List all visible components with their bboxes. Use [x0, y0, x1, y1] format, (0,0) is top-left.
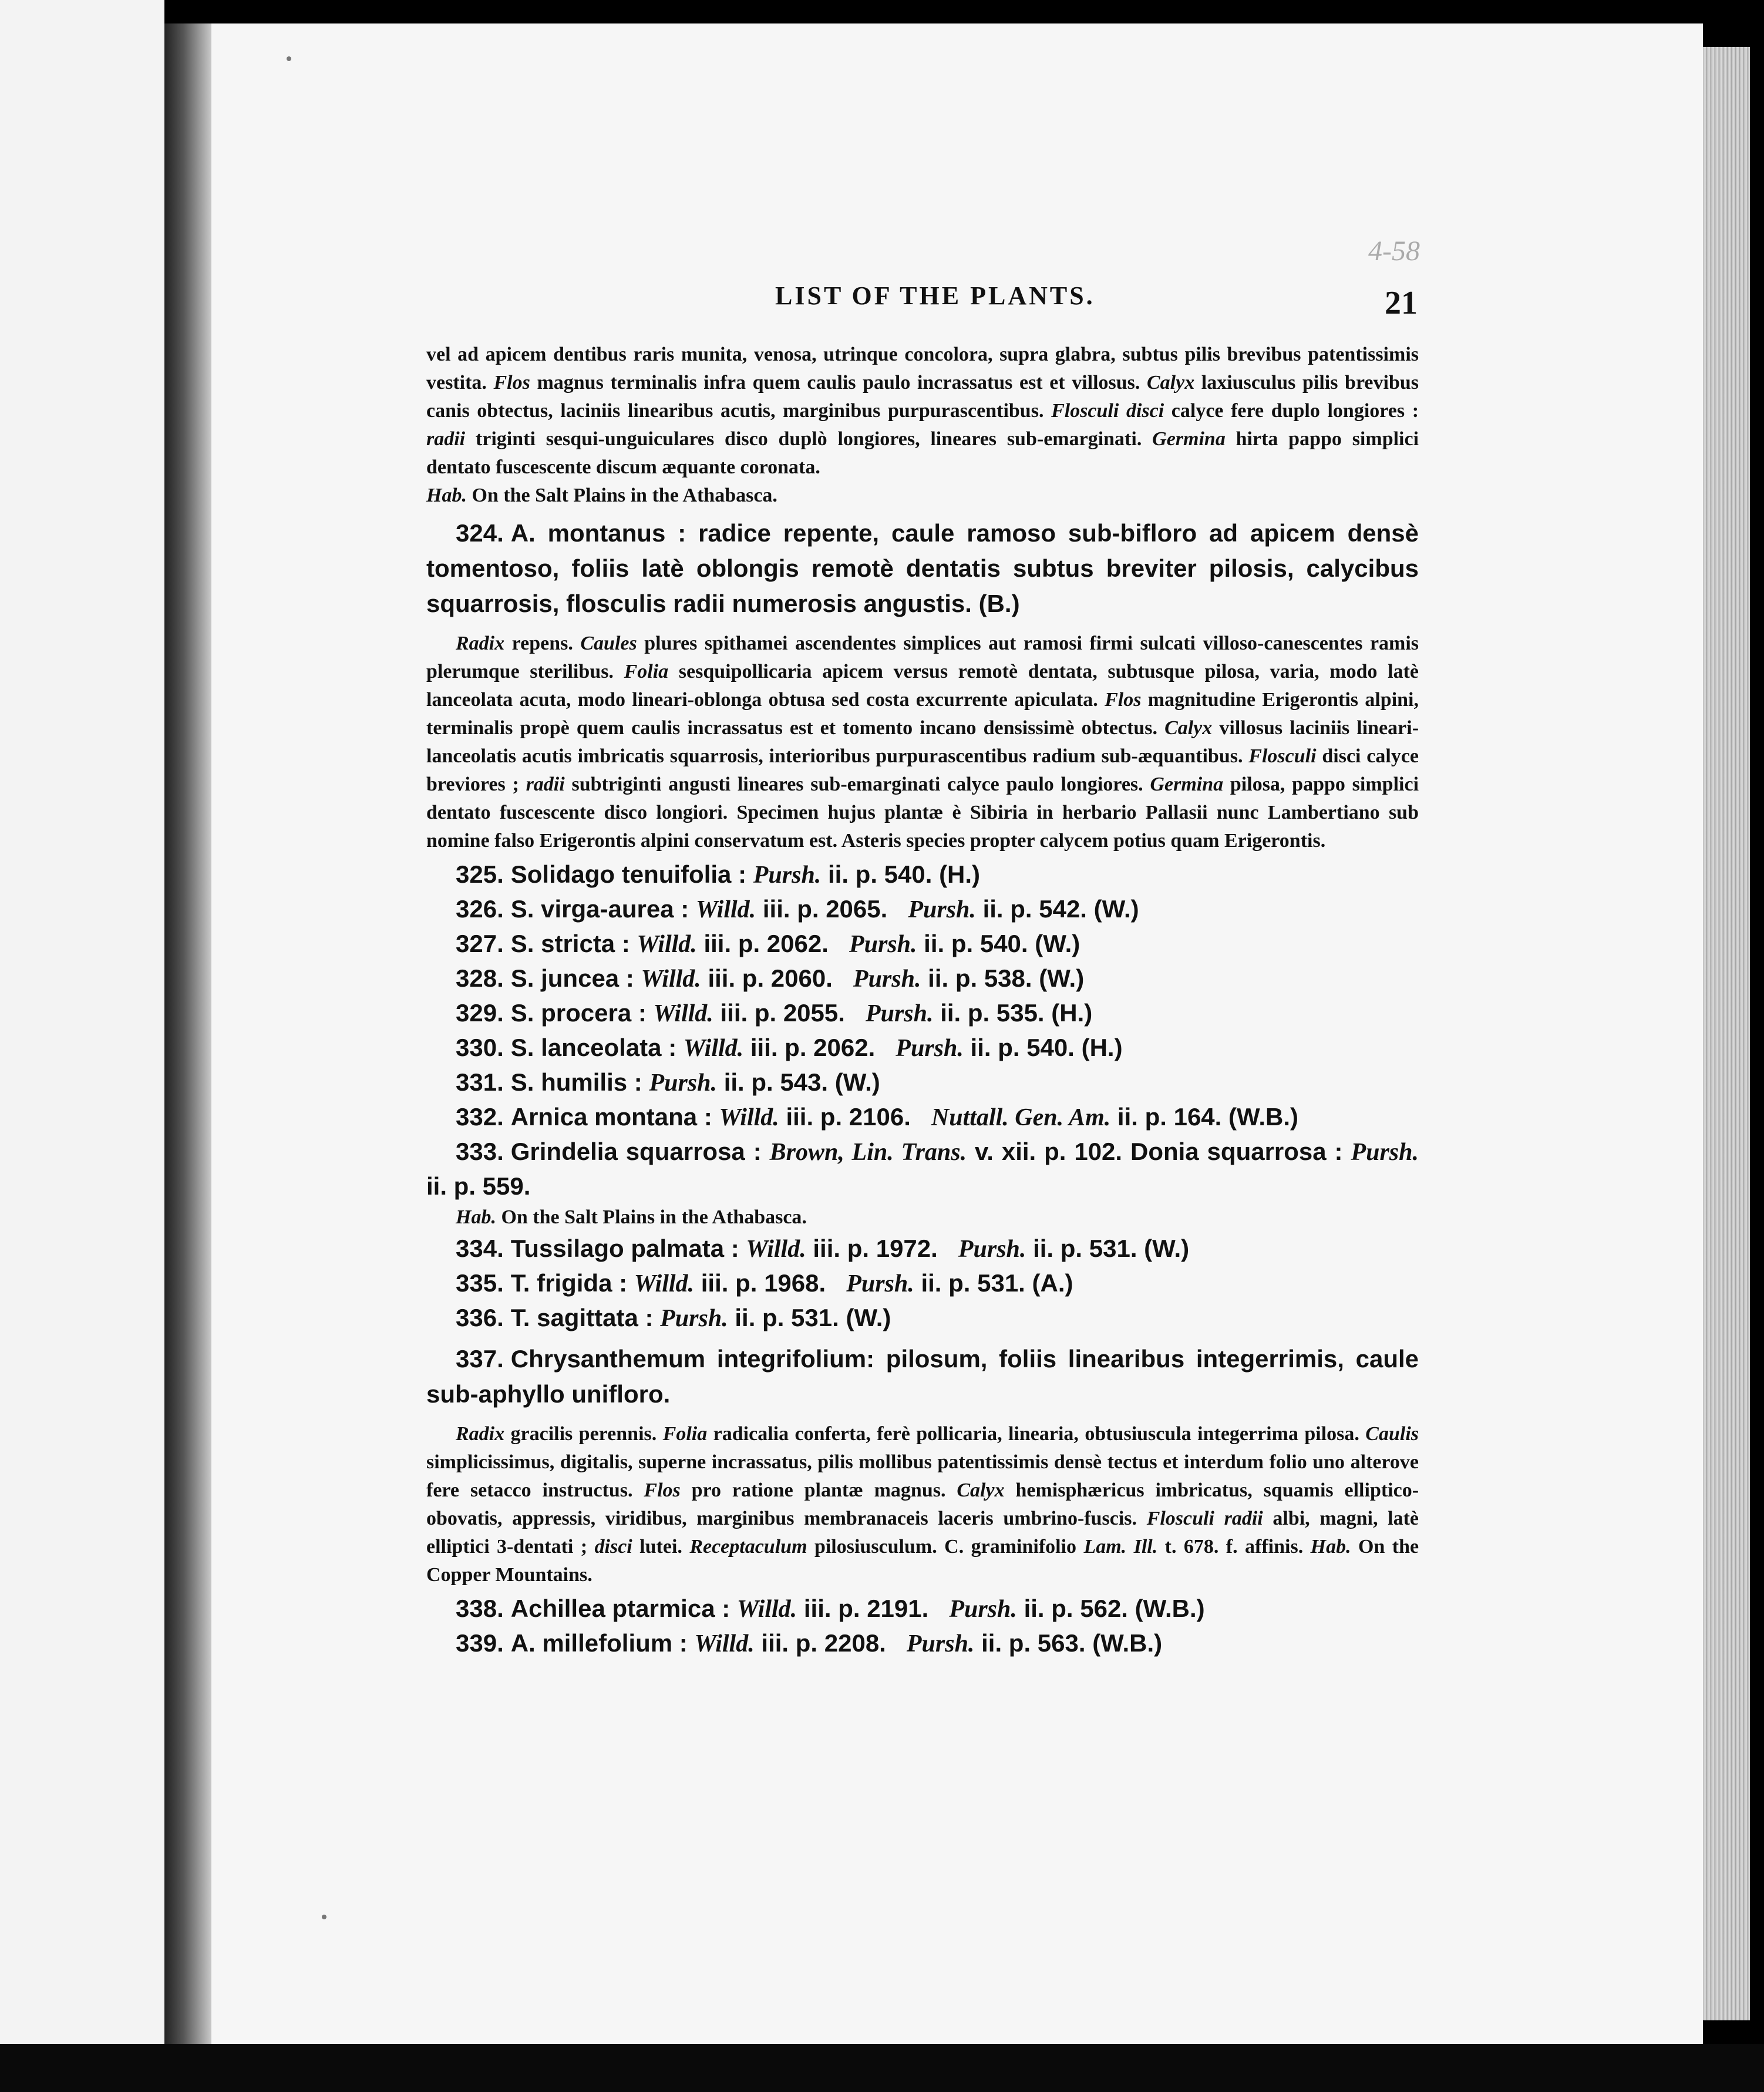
entry-number: 325. [456, 860, 504, 888]
citation-detail: iii. p. 2208. [761, 1629, 886, 1657]
citation-detail: iii. p. 2062. [703, 930, 829, 957]
citation-detail: iii. p. 2065. [762, 895, 888, 923]
hab-text: On the Salt Plains in the Athabasca. [501, 1206, 807, 1228]
pencil-annotation: 4-58 [1368, 236, 1420, 267]
receptaculum-text: pilosiusculum. C. graminifolio [814, 1536, 1077, 1558]
citation-author: Pursh. [753, 862, 822, 889]
scan-border [0, 2044, 1764, 2092]
caules-label: Caules [580, 633, 637, 654]
citation-detail: iii. p. 1972. [813, 1235, 938, 1262]
left-page-edge [0, 0, 164, 2092]
caulis-label: Caulis [1365, 1423, 1419, 1445]
entry-332 [456, 1100, 1419, 1135]
citation-detail: v. xii. p. 102. Donia squarrosa : [975, 1138, 1343, 1165]
entry-list-b [426, 1232, 1419, 1336]
entry-text: A. montanus : radice repente, caule ramoso sub-bifloro ad apicem densè tomentoso, foliis latè oblongis remotè dentatis subtus breviter pilosis, calycibus squarrosis, flosculis radii numerosis angustis. (B.) [426, 519, 1419, 617]
flosculi-label: Flosculi [1248, 745, 1317, 767]
entry-326 [456, 892, 1419, 927]
taxon-name: Tussilago palmata : [510, 1235, 739, 1262]
taxon-name: Achillea ptarmica : [510, 1595, 730, 1622]
radix-label: Radix [456, 1423, 505, 1445]
entry-text: Chrysanthemum integrifolium: pilosum, foliis linearibus integerrimis, caule sub-aphyllo unifloro. [426, 1345, 1419, 1408]
hab-text: On the Salt Plains in the Athabasca. [472, 485, 777, 506]
lamarck-reference-text: t. 678. f. affinis. [1164, 1536, 1304, 1558]
flos-label: Flos [644, 1479, 681, 1501]
flos-label: Flos [1105, 689, 1142, 711]
citation-detail: ii. p. 559. [426, 1172, 531, 1200]
taxon-name: S. humilis : [510, 1068, 642, 1096]
citation-detail: ii. p. 562. (W.B.) [1024, 1595, 1205, 1622]
citation-author: Pursh. [958, 1236, 1026, 1263]
flosculi-label: Flosculi radii [1146, 1508, 1263, 1529]
entry-number: 337. [456, 1345, 504, 1373]
citation-author: Nuttall. Gen. Am. [931, 1104, 1111, 1131]
disci-label: disci [594, 1536, 632, 1558]
citation-author: Willd. [719, 1104, 779, 1131]
entry-number: 339. [456, 1629, 504, 1657]
folia-label: Folia [662, 1423, 708, 1445]
taxon-name: Arnica montana : [510, 1103, 712, 1131]
citation-detail: ii. p. 531. (A.) [921, 1269, 1073, 1297]
germina-text: pilosa, pappo simplici dentato fuscescente disco longiori. Specimen hujus plantæ è Sibiria in herbario Pallasii nunc Lambertiano sub nomine falso Erigerontis alpini conservatum est. Asteris species propter calycem potius quam Erigerontis. [426, 773, 1419, 852]
citation-detail: iii. p. 2060. [708, 964, 833, 992]
intro-text: vel ad apicem dentibus raris munita, venosa, utrinque concolora, supra glabra, subtus pilis brevibus patentissimis vestita. [426, 344, 1419, 393]
citation-author: Pursh. [906, 1630, 975, 1657]
flos-text: pro ratione plantæ magnus. [691, 1479, 946, 1501]
radix-text: repens. [511, 633, 573, 654]
flosculi-text: disci calyce breviores ; [426, 745, 1419, 795]
citation-author: Willd. [736, 1596, 797, 1623]
citation-detail: ii. p. 531. (W.) [1033, 1235, 1190, 1262]
citation-author: Willd. [634, 1270, 695, 1297]
taxon-name: Grindelia squarrosa : [510, 1138, 762, 1165]
taxon-name: S. virga-aurea : [510, 895, 689, 923]
hab-text: On the Copper Mountains. [426, 1536, 1419, 1586]
intro-calyx-text: laxiusculus pilis brevibus canis obtectus, laciniis linearibus acutis, marginibus purpurascentibus. [426, 372, 1419, 422]
hab-label: Hab. [1310, 1536, 1351, 1558]
folia-label: Folia [624, 661, 669, 682]
citation-author: Pursh. [649, 1069, 718, 1097]
taxon-name: T. frigida : [510, 1269, 628, 1297]
calyx-text: villosus laciniis lineari-lanceolatis acutis imbricatis squarrosis, interioribus purpurascentibus radium sub-æquantibus. [426, 717, 1419, 767]
citation-detail: ii. p. 538. (W.) [928, 964, 1085, 992]
intro-flos-text: magnus terminalis infra quem caulis paulo incrassatus est et villosus. [537, 372, 1140, 393]
citation-detail: ii. p. 164. (W.B.) [1117, 1103, 1298, 1131]
entry-number: 333. [456, 1138, 504, 1165]
entry-337-description [426, 1420, 1419, 1589]
book-gutter [164, 23, 211, 2044]
taxon-name: S. juncea : [510, 964, 634, 992]
running-head: LIST OF THE PLANTS. [775, 281, 1095, 310]
citation-detail: ii. p. 543. (W.) [723, 1068, 880, 1096]
taxon-name: Solidago tenuifolia : [510, 860, 747, 888]
entry-number: 335. [456, 1269, 504, 1297]
entry-338 [456, 1592, 1419, 1626]
intro-germina-text: hirta pappo simplici dentato fuscescente discum æquante coronata. [426, 428, 1419, 478]
citation-detail: iii. p. 1968. [701, 1269, 826, 1297]
calyx-label: Calyx [1164, 717, 1213, 739]
citation-detail: ii. p. 540. (W.) [924, 930, 1080, 957]
entry-number: 334. [456, 1235, 504, 1262]
citation-detail: ii. p. 535. (H.) [940, 999, 1093, 1027]
entry-337 [426, 1341, 1419, 1412]
intro-radii-text: triginti sesqui-unguiculares disco duplò longiores, lineares sub-emarginati. [475, 428, 1142, 450]
entry-number: 336. [456, 1304, 504, 1331]
entry-325 [456, 857, 1419, 892]
germina-label: Germina [1150, 773, 1224, 795]
taxon-name: T. sagittata : [510, 1304, 654, 1331]
taxon-name: S. stricta : [510, 930, 630, 957]
habitat-line [426, 482, 1419, 510]
intro-calyx-label: Calyx [1146, 372, 1195, 393]
entry-327 [456, 927, 1419, 961]
intro-germina-label: Germina [1152, 428, 1226, 450]
entry-328 [456, 961, 1419, 996]
flos-text: magnitudine Erigerontis alpini, terminalis propè quem caulis incrassatus est et tomento incano densissimè obtectus. [426, 689, 1419, 739]
citation-author: Pursh. [1351, 1139, 1419, 1166]
citation-author: Willd. [695, 896, 756, 923]
citation-author: Pursh. [896, 1035, 964, 1062]
taxon-name: A. millefolium : [510, 1629, 688, 1657]
entry-number: 324. [456, 519, 504, 547]
citation-detail: ii. p. 531. (W.) [735, 1304, 891, 1331]
page-edge-stack [1703, 47, 1750, 2020]
entry-324 [426, 516, 1419, 621]
citation-detail: iii. p. 2055. [720, 999, 845, 1027]
entry-336 [456, 1301, 1419, 1336]
entry-334 [456, 1232, 1419, 1266]
intro-flosculi-label: Flosculi disci [1051, 400, 1164, 422]
entry-number: 332. [456, 1103, 504, 1131]
flosculi-text: albi, magni, latè elliptici 3-dentati ; [426, 1508, 1419, 1558]
receptaculum-label: Receptaculum [689, 1536, 807, 1558]
citation-author: Pursh. [853, 966, 921, 993]
speck [322, 1915, 326, 1919]
entry-324-description [426, 630, 1419, 855]
entry-number: 326. [456, 895, 504, 923]
entry-number: 330. [456, 1034, 504, 1061]
entry-list-a [426, 857, 1419, 1135]
entry-335 [456, 1266, 1419, 1301]
entry-333-habitat [456, 1203, 1419, 1232]
intro-flos-label: Flos [493, 372, 530, 393]
hab-label: Hab. [456, 1206, 496, 1228]
hab-label: Hab. [426, 485, 467, 506]
citation-author: Pursh. [865, 1000, 934, 1027]
citation-detail: iii. p. 2062. [750, 1034, 876, 1061]
page-body [426, 341, 1419, 1661]
entry-number: 328. [456, 964, 504, 992]
citation-detail: iii. p. 2191. [803, 1595, 929, 1622]
speck [287, 56, 291, 61]
citation-author: Brown, Lin. Trans. [769, 1139, 967, 1166]
citation-detail: ii. p. 542. (W.) [982, 895, 1139, 923]
taxon-name: S. lanceolata : [510, 1034, 677, 1061]
citation-author: Pursh. [908, 896, 976, 923]
citation-author: Pursh. [660, 1305, 728, 1332]
citation-author: Willd. [653, 1000, 713, 1027]
entry-330 [456, 1031, 1419, 1065]
entry-329 [456, 996, 1419, 1031]
citation-author: Willd. [746, 1236, 806, 1263]
lamarck-reference-label: Lam. Ill. [1083, 1536, 1158, 1558]
entry-323-continuation [426, 341, 1419, 510]
calyx-label: Calyx [957, 1479, 1005, 1501]
radix-text: gracilis perennis. [510, 1423, 657, 1445]
citation-detail: ii. p. 563. (W.B.) [981, 1629, 1163, 1657]
caulis-text: simplicissimus, digitalis, superne incrassatus, pilis mollibus patentissimis densè tectus et interdum folio uno alterove fere setacco instructus. [426, 1451, 1419, 1501]
entry-number: 338. [456, 1595, 504, 1622]
citation-author: Willd. [683, 1035, 744, 1062]
citation-detail: ii. p. 540. (H.) [970, 1034, 1123, 1061]
citation-detail: iii. p. 2106. [786, 1103, 911, 1131]
caules-text: plures spithamei ascendentes simplices aut ramosi firmi sulcati villoso-canescentes ramis plerumque sterilibus. [426, 633, 1419, 682]
taxon-name: S. procera : [510, 999, 647, 1027]
entry-number: 327. [456, 930, 504, 957]
intro-radii-label: radii [426, 428, 466, 450]
citation-author: Willd. [641, 966, 701, 993]
citation-author: Pursh. [949, 1596, 1017, 1623]
entry-339 [456, 1626, 1419, 1661]
entry-333 [426, 1135, 1419, 1203]
citation-author: Pursh. [849, 931, 917, 958]
citation-detail: ii. p. 540. (H.) [827, 860, 981, 888]
entry-list-c [426, 1592, 1419, 1661]
radii-label: radii [526, 773, 565, 795]
citation-author: Willd. [637, 931, 697, 958]
entry-number: 329. [456, 999, 504, 1027]
page-number: 21 [1385, 285, 1418, 321]
entry-331 [456, 1065, 1419, 1100]
radix-label: Radix [456, 633, 505, 654]
calyx-text: hemisphæricus imbricatus, squamis elliptico-obovatis, appressis, viridibus, marginibus membranaceis laceris umbrino-fuscis. [426, 1479, 1419, 1529]
intro-flosculi-text: calyce fere duplo longiores : [1171, 400, 1419, 422]
entry-number: 331. [456, 1068, 504, 1096]
citation-author: Pursh. [846, 1270, 914, 1297]
citation-author: Willd. [694, 1630, 755, 1657]
disci-text: lutei. [639, 1536, 682, 1558]
folia-text: sesquipollicaria apicem versus remotè dentata, subtusque pilosa, varia, modo latè lanceolata acuta, modo lineari-oblonga obtusa sed costa excurrente apiculata. [426, 661, 1419, 711]
folia-text: radicalia conferta, ferè pollicaria, linearia, obtusiuscula integerrima pilosa. [713, 1423, 1359, 1445]
radii-text: subtriginti angusti lineares sub-emarginati calyce paulo longiores. [571, 773, 1143, 795]
